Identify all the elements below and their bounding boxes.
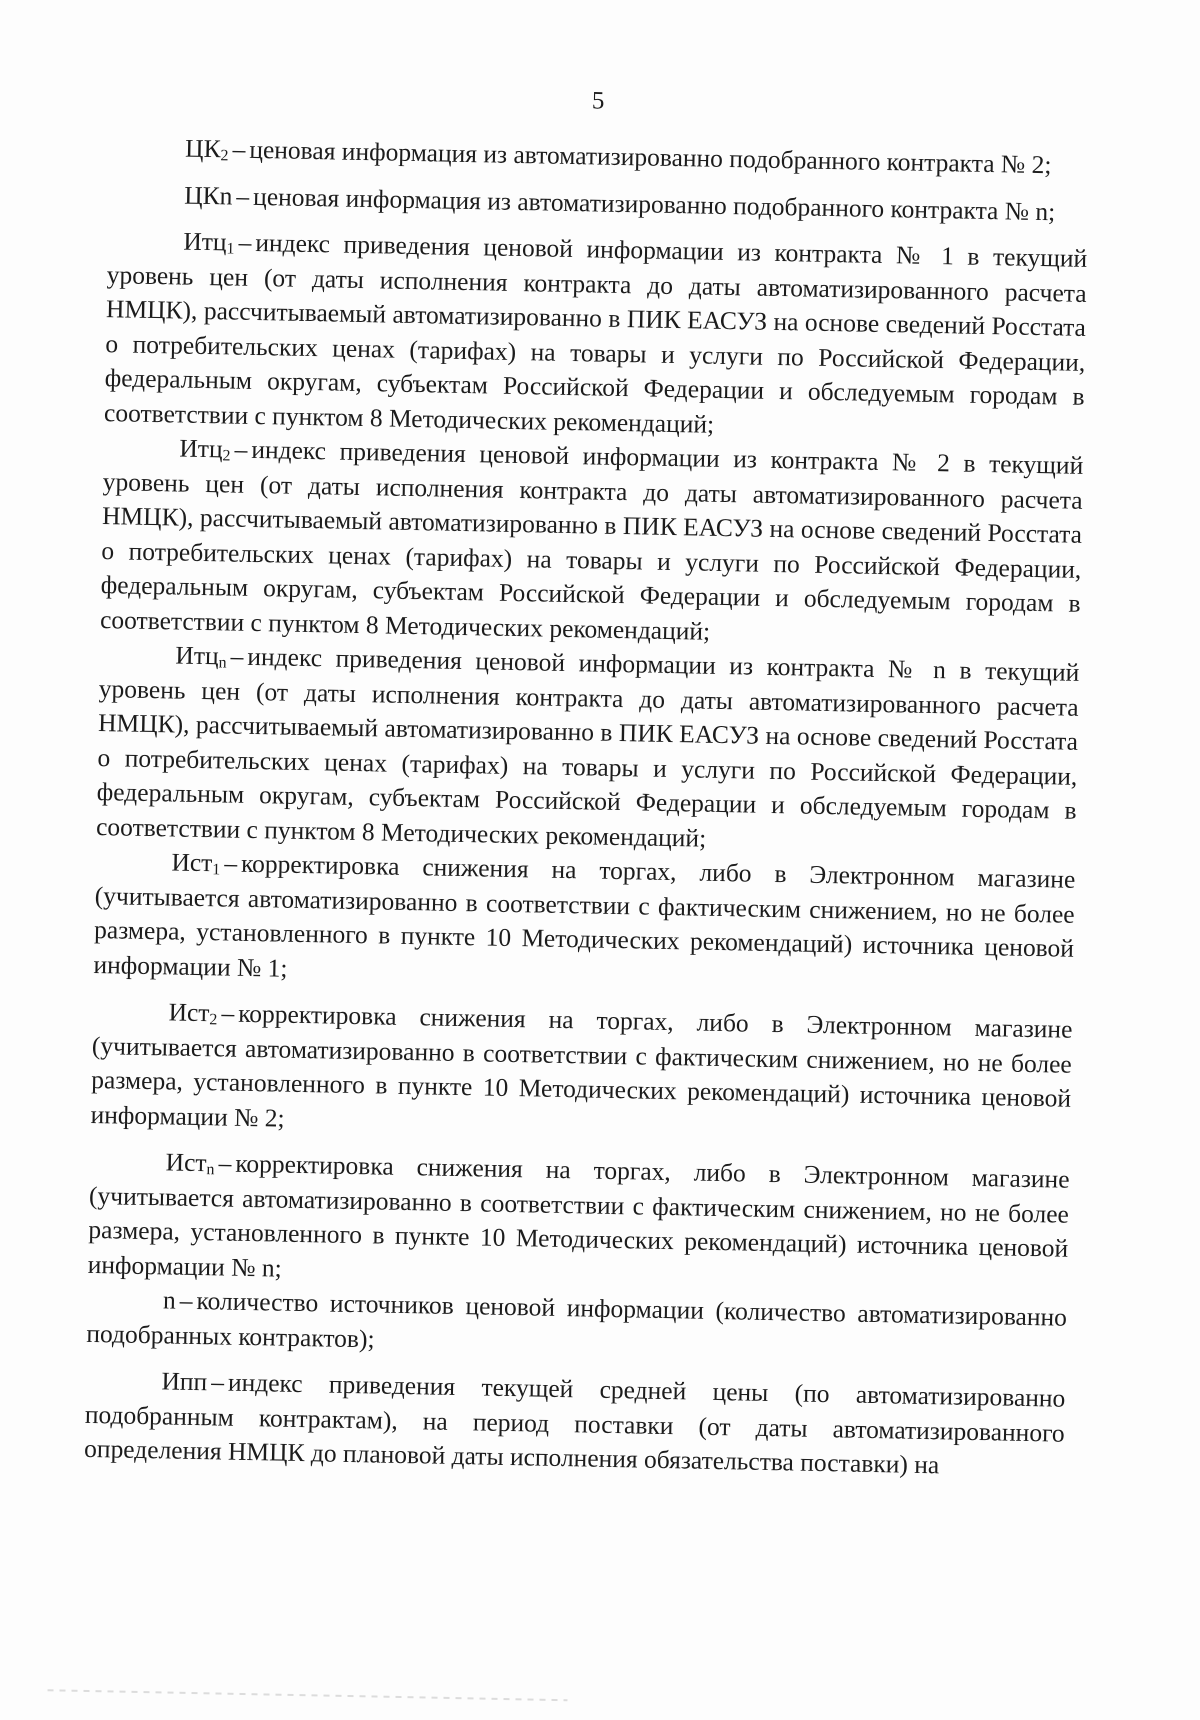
document-body <box>84 130 1089 1485</box>
dash: – <box>176 1286 197 1315</box>
symbol: Ипп <box>161 1366 207 1396</box>
symbol: Ист <box>165 1147 206 1177</box>
paragraph-itc1 <box>104 223 1088 449</box>
definition-text: ценовая информация из автоматизированно подобранного контракта № n; <box>253 181 1056 225</box>
paragraph-ck2 <box>109 130 1089 183</box>
paragraph-ckn <box>108 177 1088 230</box>
symbol: Ист <box>171 847 212 877</box>
paragraph-itc2 <box>100 430 1084 656</box>
dash: – <box>217 998 238 1027</box>
symbol: Итц <box>179 434 223 464</box>
symbol: ЦК <box>185 134 221 164</box>
dash: – <box>228 134 249 163</box>
definition-text: индекс приведения ценовой информации из контракта № 2 в текущий уровень цен (от даты исполнения контракта до даты автоматизированного расчета НМЦК), рассчитываемый автоматизированно в ПИК ЕАСУЗ на основе сведений Росстата о потребительских ценах (тарифах) на товары и услуги по Российской Федерации, федеральным округам, субъектам Российской Федерации и обследуемым городам в соответствии с пунктом 8 Методических рекомендаций; <box>100 435 1084 645</box>
page-number: 5 <box>0 76 1198 127</box>
paragraph-itcn <box>96 637 1080 863</box>
definition-text: индекс приведения ценовой информации из контракта № n в текущий уровень цен (от даты исполнения контракта до даты автоматизированного расчета НМЦК), рассчитываемый автоматизированно в ПИК ЕАСУЗ на основе сведений Росстата о потребительских ценах (тарифах) на товары и услуги по Российской Федерации, федеральным округам, субъектам Российской Федерации и обследуемым городам в соответствии с пунктом 8 Методических рекомендаций; <box>96 642 1080 852</box>
symbol-subscript: n <box>206 1161 214 1178</box>
definition-text: корректировка снижения на торгах, либо в Электронном магазине (учитывается автоматизированно в соответствии с фактическим снижением, но не более размера, установленного в пункте 10 Методических рекомендаций) источника ценовой информации № n; <box>87 1149 1069 1282</box>
symbol-subscript: 2 <box>222 447 230 464</box>
paragraph-ipp <box>84 1363 1066 1485</box>
paragraph-istn <box>87 1144 1069 1301</box>
symbol: ЦКn <box>184 180 233 210</box>
symbol: Ист <box>168 997 209 1027</box>
dash: – <box>207 1367 228 1396</box>
symbol-subscript: 2 <box>209 1011 217 1028</box>
dash: – <box>234 228 255 257</box>
dash: – <box>230 435 251 464</box>
definition-text: корректировка снижения на торгах, либо в Электронном магазине (учитывается автоматизированно в соответствии с фактическим снижением, но не более размера, установленного в пункте 10 Методических рекомендаций) источника ценовой информации № 2; <box>90 999 1072 1132</box>
dash: – <box>232 181 253 210</box>
definition-text: корректировка снижения на торгах, либо в Электронном магазине (учитывается автоматизированно в соответствии с фактическим снижением, но не более размера, установленного в пункте 10 Методических рекомендаций) источника ценовой информации № 1; <box>93 849 1075 982</box>
symbol: n <box>163 1285 176 1314</box>
dash: – <box>220 848 241 877</box>
symbol: Итц <box>175 640 219 670</box>
definition-text: количество источников ценовой информации (количество автоматизированно подобранных контрактов); <box>86 1286 1067 1353</box>
symbol-subscript: 1 <box>212 861 220 878</box>
paragraph-ist1 <box>93 844 1075 1001</box>
dash: – <box>226 641 247 670</box>
dash: – <box>214 1148 235 1177</box>
symbol: Итц <box>183 227 227 257</box>
definition-text: индекс приведения текущей средней цены (по автоматизированно подобранным контрактам), на период поставки (от даты автоматизированного определения НМЦК до плановой даты исполнения обязательства поставки) на <box>84 1368 1066 1480</box>
symbol-subscript: 1 <box>226 240 234 257</box>
definition-text: индекс приведения ценовой информации из контракта № 1 в текущий уровень цен (от даты исполнения контракта до даты автоматизированного расчета НМЦК), рассчитываемый автоматизированно в ПИК ЕАСУЗ на основе сведений Росстата о потребительских ценах (тарифах) на товары и услуги по Российской Федерации, федеральным округам, субъектам Российской Федерации и обследуемым городам в соответствии с пунктом 8 Методических рекомендаций; <box>104 228 1088 438</box>
scan-noise <box>48 1689 568 1701</box>
symbol-subscript: n <box>218 654 226 671</box>
paragraph-ist2 <box>90 994 1072 1151</box>
symbol-subscript: 2 <box>220 147 228 164</box>
definition-text: ценовая информация из автоматизированно подобранного контракта № 2; <box>249 135 1052 179</box>
